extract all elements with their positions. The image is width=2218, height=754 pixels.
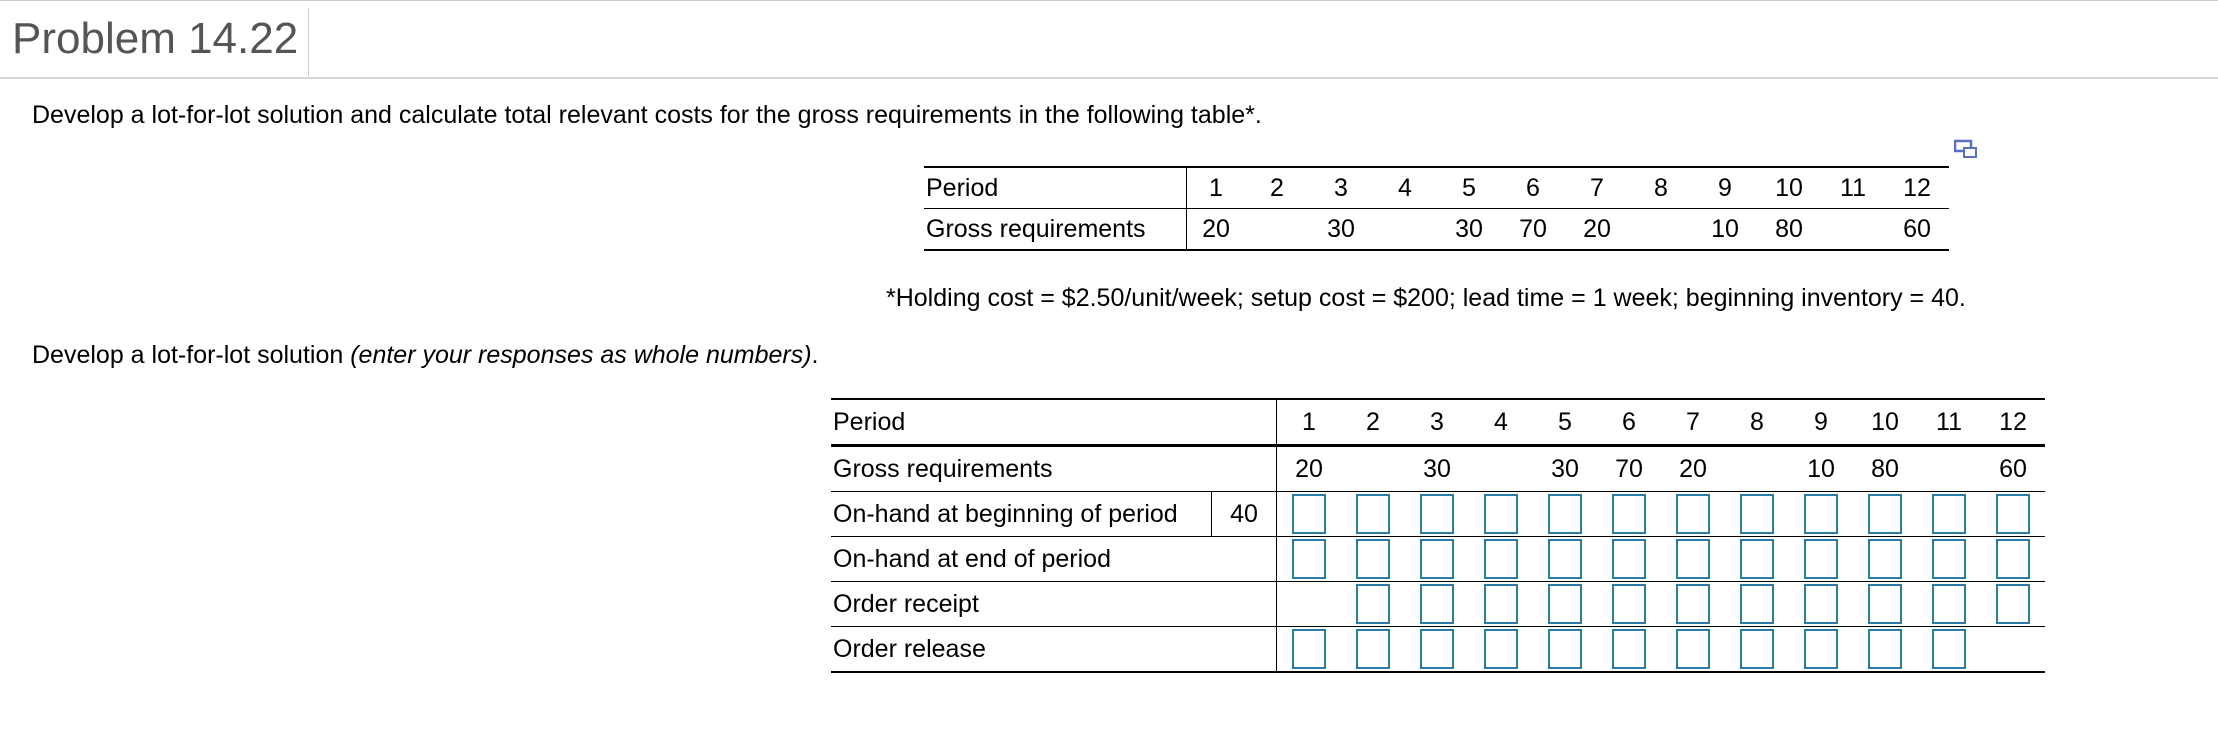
order-release-input[interactable] <box>1868 629 1902 669</box>
period-cell: 1 <box>1209 173 1223 202</box>
period-cell: 9 <box>1718 173 1732 202</box>
on-hand-end-row <box>831 537 2045 582</box>
on-hand-end-input[interactable] <box>1612 539 1646 579</box>
on-hand-begin-input[interactable] <box>1804 494 1838 534</box>
order-receipt-input[interactable] <box>1804 584 1838 624</box>
empty-cell <box>1277 582 1342 627</box>
instruction-italic: (enter your responses as whole numbers) <box>350 341 812 369</box>
gross-requirements-row <box>924 209 1949 251</box>
gross-cell <box>1469 446 1533 492</box>
period-cell: 6 <box>1622 407 1636 436</box>
on-hand-end-input[interactable] <box>1740 539 1774 579</box>
period-cell: 1 <box>1302 407 1316 436</box>
gross-cell: 20 <box>1679 454 1707 483</box>
period-cell: 8 <box>1750 407 1764 436</box>
period-cell: 12 <box>1903 173 1931 202</box>
gross-cell <box>1725 446 1789 492</box>
order-receipt-input[interactable] <box>1548 584 1582 624</box>
period-cell: 4 <box>1494 407 1508 436</box>
on-hand-begin-input[interactable] <box>1676 494 1710 534</box>
gross-cell: 30 <box>1423 454 1451 483</box>
order-receipt-label: Order receipt <box>831 582 1277 627</box>
on-hand-begin-row <box>831 492 2045 537</box>
order-receipt-input[interactable] <box>1484 584 1518 624</box>
gross-cell: 70 <box>1615 454 1643 483</box>
gross-cell: 60 <box>1903 214 1931 243</box>
order-receipt-input[interactable] <box>1740 584 1774 624</box>
on-hand-end-label: On-hand at end of period <box>831 537 1277 582</box>
given-data-table <box>924 166 1949 251</box>
on-hand-begin-input[interactable] <box>1932 494 1966 534</box>
order-receipt-input[interactable] <box>1932 584 1966 624</box>
order-release-input[interactable] <box>1420 629 1454 669</box>
on-hand-end-input[interactable] <box>1356 539 1390 579</box>
order-release-input[interactable] <box>1484 629 1518 669</box>
order-receipt-input[interactable] <box>1612 584 1646 624</box>
order-receipt-input[interactable] <box>1356 584 1390 624</box>
gross-cell: 30 <box>1327 214 1355 243</box>
period-row <box>924 167 1949 209</box>
period-cell: 11 <box>1936 407 1962 436</box>
gross-cell: 30 <box>1455 214 1483 243</box>
page-title: Problem 14.22 <box>12 14 299 63</box>
expand-table-icon[interactable] <box>1954 139 1978 159</box>
gross-requirements-row <box>831 446 2045 492</box>
on-hand-end-input[interactable] <box>1868 539 1902 579</box>
order-receipt-input[interactable] <box>1868 584 1902 624</box>
gross-cell: 20 <box>1295 454 1323 483</box>
on-hand-begin-input[interactable] <box>1420 494 1454 534</box>
gross-cell <box>1917 446 1981 492</box>
gross-cell <box>1245 209 1309 251</box>
gross-cell: 20 <box>1202 214 1230 243</box>
answer-table <box>831 398 2045 673</box>
on-hand-begin-input[interactable] <box>1356 494 1390 534</box>
period-row <box>831 399 2045 446</box>
order-release-input[interactable] <box>1804 629 1838 669</box>
period-cell: 3 <box>1334 173 1348 202</box>
title-divider <box>308 8 309 76</box>
gross-cell: 70 <box>1519 214 1547 243</box>
order-release-row <box>831 627 2045 673</box>
gross-cell <box>1629 209 1693 251</box>
order-release-label: Order release <box>831 627 1277 673</box>
instruction-text <box>32 340 819 370</box>
order-release-input[interactable] <box>1356 629 1390 669</box>
period-cell: 4 <box>1398 173 1412 202</box>
header-bar <box>0 1 2218 79</box>
order-release-input[interactable] <box>1292 629 1326 669</box>
order-receipt-input[interactable] <box>1676 584 1710 624</box>
period-cell: 10 <box>1871 407 1899 436</box>
order-release-input[interactable] <box>1676 629 1710 669</box>
order-release-input[interactable] <box>1612 629 1646 669</box>
gross-cell: 80 <box>1775 214 1803 243</box>
on-hand-end-input[interactable] <box>1996 539 2030 579</box>
on-hand-begin-input[interactable] <box>1612 494 1646 534</box>
gross-requirements-label: Gross requirements <box>924 209 1187 251</box>
period-label: Period <box>924 167 1187 209</box>
order-release-input[interactable] <box>1548 629 1582 669</box>
on-hand-begin-input[interactable] <box>1484 494 1518 534</box>
period-cell: 12 <box>1999 407 2027 436</box>
gross-cell: 80 <box>1871 454 1899 483</box>
gross-cell <box>1821 209 1885 251</box>
on-hand-end-input[interactable] <box>1292 539 1326 579</box>
period-cell: 7 <box>1590 173 1604 202</box>
on-hand-begin-input[interactable] <box>1740 494 1774 534</box>
gross-cell: 10 <box>1807 454 1835 483</box>
on-hand-end-input[interactable] <box>1484 539 1518 579</box>
period-label: Period <box>831 399 1277 446</box>
gross-cell <box>1341 446 1405 492</box>
period-cell: 9 <box>1814 407 1828 436</box>
period-cell: 3 <box>1430 407 1444 436</box>
on-hand-begin-input[interactable] <box>1548 494 1582 534</box>
order-release-input[interactable] <box>1740 629 1774 669</box>
gross-cell: 30 <box>1551 454 1579 483</box>
order-receipt-row <box>831 582 2045 627</box>
period-cell: 2 <box>1366 407 1380 436</box>
period-cell: 2 <box>1270 173 1284 202</box>
period-cell: 10 <box>1775 173 1803 202</box>
on-hand-end-input[interactable] <box>1548 539 1582 579</box>
period-cell: 11 <box>1840 173 1866 202</box>
order-receipt-input[interactable] <box>1996 584 2030 624</box>
order-receipt-input[interactable] <box>1420 584 1454 624</box>
on-hand-begin-input[interactable] <box>1292 494 1326 534</box>
gross-cell: 20 <box>1583 214 1611 243</box>
gross-cell <box>1373 209 1437 251</box>
gross-cell: 10 <box>1711 214 1739 243</box>
period-cell: 8 <box>1654 173 1668 202</box>
on-hand-end-input[interactable] <box>1420 539 1454 579</box>
on-hand-begin-input[interactable] <box>1868 494 1902 534</box>
on-hand-begin-input[interactable] <box>1996 494 2030 534</box>
on-hand-begin-label: On-hand at beginning of period <box>831 492 1212 537</box>
order-release-input[interactable] <box>1932 629 1966 669</box>
period-cell: 5 <box>1462 173 1476 202</box>
period-cell: 6 <box>1526 173 1540 202</box>
instruction-main: Develop a lot-for-lot solution <box>32 341 351 369</box>
gross-cell: 60 <box>1999 454 2027 483</box>
period-cell: 5 <box>1558 407 1572 436</box>
footnote: *Holding cost = $2.50/unit/week; setup cost = $200; lead time = 1 week; beginning inventory = 40. <box>886 284 1966 312</box>
empty-cell <box>1981 627 2045 673</box>
intro-text: Develop a lot-for-lot solution and calculate total relevant costs for the gross requirements in the following table*. <box>32 101 1262 129</box>
gross-requirements-label: Gross requirements <box>831 446 1277 492</box>
beginning-inventory-value: 40 <box>1212 492 1277 537</box>
on-hand-end-input[interactable] <box>1932 539 1966 579</box>
period-cell: 7 <box>1686 407 1700 436</box>
on-hand-end-input[interactable] <box>1676 539 1710 579</box>
instruction-end: . <box>811 341 819 369</box>
on-hand-end-input[interactable] <box>1804 539 1838 579</box>
